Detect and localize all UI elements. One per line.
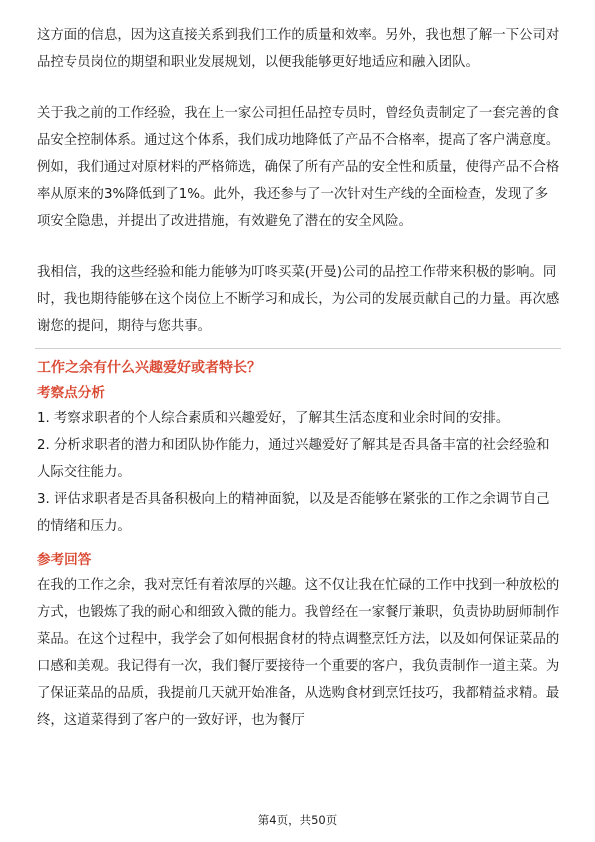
analysis-item-2: 2. 分析求职者的潜力和团队协作能力，通过兴趣爱好了解其是否具备丰富的社会经验和人际交往能力。 [37,438,550,480]
page-content [37,22,561,734]
question-heading: 工作之余有什么兴趣爱好或者特长？ [37,360,261,376]
analysis-title: 考察点分析 [37,385,105,401]
analysis-item-3: 3. 评估求职者是否具备积极向上的精神面貌，以及是否能够在紧张的工作之余调节自己的情绪和压力。 [37,492,550,534]
analysis-item-1: 1. 考察求职者的个人综合素质和兴趣爱好，了解其生活态度和业余时间的安排。 [37,411,510,426]
answer-paragraph: 在我的工作之余，我对烹饪有着浓厚的兴趣。这不仅让我在忙碌的工作中找到一种放松的方式，也锻炼了我的耐心和细致入微的能力。我曾经在一家餐厅兼职，负责协助厨师制作菜品。在这个过程中，我学会了如何根据食材的特点调整烹饪方法，以及如何保证菜品的口感和美观。我记得有一次，我们餐厅要接待一个重要的客户，我负责制作一道主菜。为了保证菜品的品质，我提前几天就开始准备，从选购食材到烹饪技巧，我都精益求精。最终，这道菜得到了客户的一致好评，也为餐厅 [37,578,560,728]
page-number: 第4页，共50页 [257,813,338,827]
section-divider [35,348,561,349]
intro-paragraph-1: 这方面的信息，因为这直接关系到我们工作的质量和效率。另外，我也想了解一下公司对品控专员岗位的期望和职业发展规划，以便我能够更好地适应和融入团队。 [37,28,560,70]
answer-title: 参考回答 [37,552,92,568]
intro-paragraph-3: 我相信，我的这些经验和能力能够为叮咚买菜(开曼)公司的品控工作带来积极的影响。同时，我也期待能够在这个岗位上不断学习和成长，为公司的发展贡献自己的力量。再次感谢您的提问，期待与您共事。 [37,265,560,334]
intro-paragraph-2: 关于我之前的工作经验，我在上一家公司担任品控专员时，曾经负责制定了一套完善的食品安全控制体系。通过这个体系，我们成功地降低了产品不合格率，提高了客户满意度。例如，我们通过对原材料的严格筛选，确保了所有产品的安全性和质量，使得产品不合格率从原来的3%降低到了1%。此外，我还参与了一次针对生产线的全面检查，发现了多项安全隐患，并提出了改进措施，有效避免了潜在的安全风险。 [37,106,560,229]
